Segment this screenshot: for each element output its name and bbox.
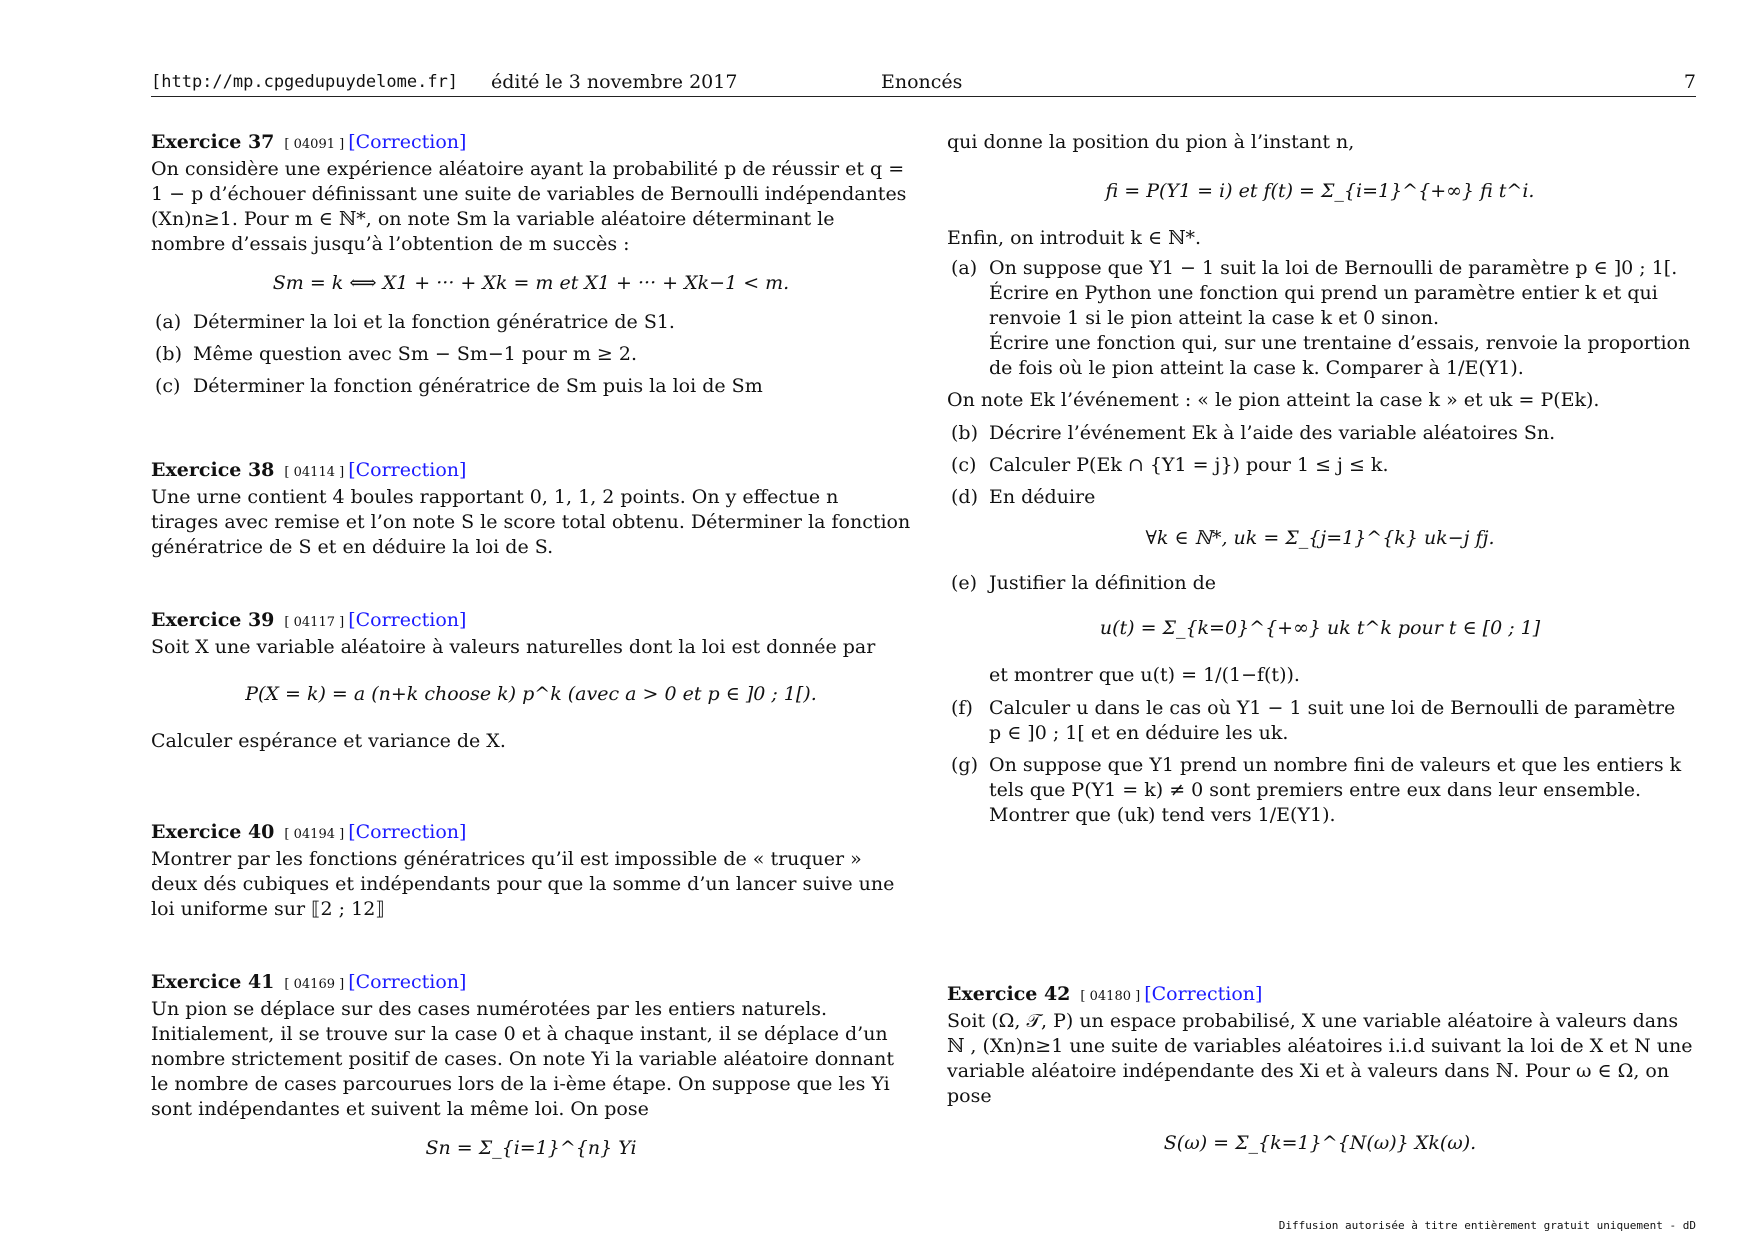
exercise-body: Une urne contient 4 boules rapportant 0, 1, 1, 2 points. On y effectue n tirages avec remise et l’on note S le score total obtenu. Déterminer la fonction génératrice de S et en déduire la loi de S. xyxy=(151,486,911,558)
exercise-40 xyxy=(151,820,911,922)
question-item: (d) En déduire xyxy=(951,486,1096,508)
exercise-title: Exercice 42 xyxy=(947,983,1071,1005)
exercise-ref: [ 04194 ] xyxy=(284,827,345,842)
exercise-title: Exercice 40 xyxy=(151,821,275,843)
question-item: (e) Justifier la définition de xyxy=(951,572,1217,594)
exercise-note: On note Ek l’événement : « le pion atteint la case k » et uk = P(Ek). xyxy=(947,389,1600,411)
formula: ∀k ∈ ℕ*, uk = Σ_{j=1}^{k} uk−j fj. xyxy=(1145,527,1495,549)
correction-link[interactable]: [Correction] xyxy=(348,131,467,153)
exercise-text: Enfin, on introduit k ∈ ℕ*. xyxy=(947,227,1201,249)
exercise-title: Exercice 37 xyxy=(151,131,275,153)
exercise-body: Soit X une variable aléatoire à valeurs naturelles dont la loi est donnée par xyxy=(151,636,876,658)
exercise-41-continued: qui donne la position du pion à l’instant n, xyxy=(947,131,1355,153)
correction-link[interactable]: [Correction] xyxy=(348,821,467,843)
formula: Sn = Σ_{i=1}^{n} Yi xyxy=(425,1137,637,1159)
exercise-body: On considère une expérience aléatoire ayant la probabilité p de réussir et q = 1 − p d’échouer définissant une suite de variables de Bernoulli indépendantes (Xn)n≥1. Pour m ∈ ℕ*, on note Sm la variable aléatoire déterminant le nombre d’essais jusqu’à l’obtention de m succès : xyxy=(151,158,907,255)
exercise-ref: [ 04169 ] xyxy=(284,977,345,992)
exercise-ref: [ 04091 ] xyxy=(284,137,345,152)
question-item: (g) On suppose que Y1 prend un nombre fini de valeurs et que les entiers k tels que P(Y1 = k) ≠ 0 sont premiers entre eux dans leur ensemble. Montrer que (uk) tend vers 1/E(Y1). xyxy=(951,754,1682,826)
question-item: (c) Déterminer la fonction génératrice de Sm puis la loi de Sm xyxy=(155,375,763,397)
exercise-title: Exercice 38 xyxy=(151,459,275,481)
correction-link[interactable]: [Correction] xyxy=(348,971,467,993)
exercise-ref: [ 04114 ] xyxy=(284,465,345,480)
section-title: Enoncés xyxy=(881,71,963,93)
exercise-body: Soit (Ω, 𝒯, P) un espace probabilisé, X une variable aléatoire à valeurs dans ℕ , (Xn)n≥1 une suite de variables aléatoires i.i.d suivant la loi de X et N une variable aléatoire indépendante des Xi et à valeurs dans ℕ. Pour ω ∈ Ω, on pose xyxy=(947,1010,1693,1107)
right-column xyxy=(947,130,1693,1154)
question-list xyxy=(947,256,1693,381)
exercise-37 xyxy=(151,130,911,406)
question-list xyxy=(947,571,1693,596)
question-item: (a) Déterminer la loi et la fonction génératrice de S1. xyxy=(155,311,675,333)
exercise-39 xyxy=(151,608,911,754)
exercise-ref: [ 04117 ] xyxy=(284,615,345,630)
page-number: 7 xyxy=(1683,71,1696,93)
exercise-body: Montrer par les fonctions génératrices qu’il est impossible de « truquer » deux dés cubiques et indépendants pour que la somme d’un lancer suive une loi uniforme sur ⟦2 ; 12⟧ xyxy=(151,848,895,920)
exercise-text: et montrer que u(t) = 1/(1−f(t)). xyxy=(989,664,1300,686)
question-item: (f) Calculer u dans le cas où Y1 − 1 suit une loi de Bernoulli de paramètre p ∈ ]0 ; 1[ et en déduire les uk. xyxy=(951,697,1676,744)
page-footer: Diffusion autorisée à titre entièrement gratuit uniquement - dD xyxy=(1278,1219,1696,1232)
formula: u(t) = Σ_{k=0}^{+∞} uk t^k pour t ∈ [0 ; 1] xyxy=(1099,617,1541,639)
question-list xyxy=(151,310,911,399)
exercise-38 xyxy=(151,458,911,560)
exercise-after: Calculer espérance et variance de X. xyxy=(151,730,506,752)
exercise-title: Exercice 39 xyxy=(151,609,275,631)
exercise-41 xyxy=(151,970,911,1175)
question-item: (c) Calculer P(Ek ∩ {Y1 = j}) pour 1 ≤ j ≤ k. xyxy=(951,454,1389,476)
correction-link[interactable]: [Correction] xyxy=(348,459,467,481)
question-item: (b) Décrire l’événement Ek à l’aide des variable aléatoires Sn. xyxy=(951,422,1556,444)
exercise-body: Un pion se déplace sur des cases numérotées par les entiers naturels. Initialement, il se trouve sur la case 0 et à chaque instant, il se déplace d’un nombre strictement positif de cases. On note Yi la variable aléatoire donnant le nombre de cases parcourues lors de la i-ème étape. On suppose que les Yi sont indépendantes et suivent la même loi. On pose xyxy=(151,998,894,1120)
page-header xyxy=(151,70,1696,97)
exercise-ref: [ 04180 ] xyxy=(1080,989,1141,1004)
exercise-title: Exercice 41 xyxy=(151,971,275,993)
correction-link[interactable]: [Correction] xyxy=(348,609,467,631)
formula: fi = P(Y1 = i) et f(t) = Σ_{i=1}^{+∞} fi t^i. xyxy=(1105,180,1535,202)
edit-date: édité le 3 novembre 2017 xyxy=(491,71,738,93)
correction-link[interactable]: [Correction] xyxy=(1144,983,1263,1005)
question-item: (b) Même question avec Sm − Sm−1 pour m ≥ 2. xyxy=(155,343,638,365)
formula: P(X = k) = a (n+k choose k) p^k (avec a > 0 et p ∈ ]0 ; 1[). xyxy=(245,683,817,705)
question-list xyxy=(947,421,1693,510)
exercise-42 xyxy=(947,982,1693,1178)
source-url[interactable]: [http://mp.cpgedupuydelome.fr] xyxy=(151,72,459,92)
formula: Sm = k ⟺ X1 + ··· + Xk = m et X1 + ··· + Xk−1 < m. xyxy=(272,272,790,294)
question-list xyxy=(947,696,1693,828)
question-item: (a) On suppose que Y1 − 1 suit la loi de Bernoulli de paramètre p ∈ ]0 ; 1[. Écrire en Python une fonction qui prend un paramètre entier k et qui renvoie 1 si le pion atteint la case k et 0 sinon. Écrire une fonction qui, sur une trentaine d’essais, renvoie la proportion de fois où le pion atteint la case k. Comparer à 1/E(Y1). xyxy=(951,257,1691,379)
formula: S(ω) = Σ_{k=1}^{N(ω)} Xk(ω). xyxy=(1163,1132,1477,1154)
